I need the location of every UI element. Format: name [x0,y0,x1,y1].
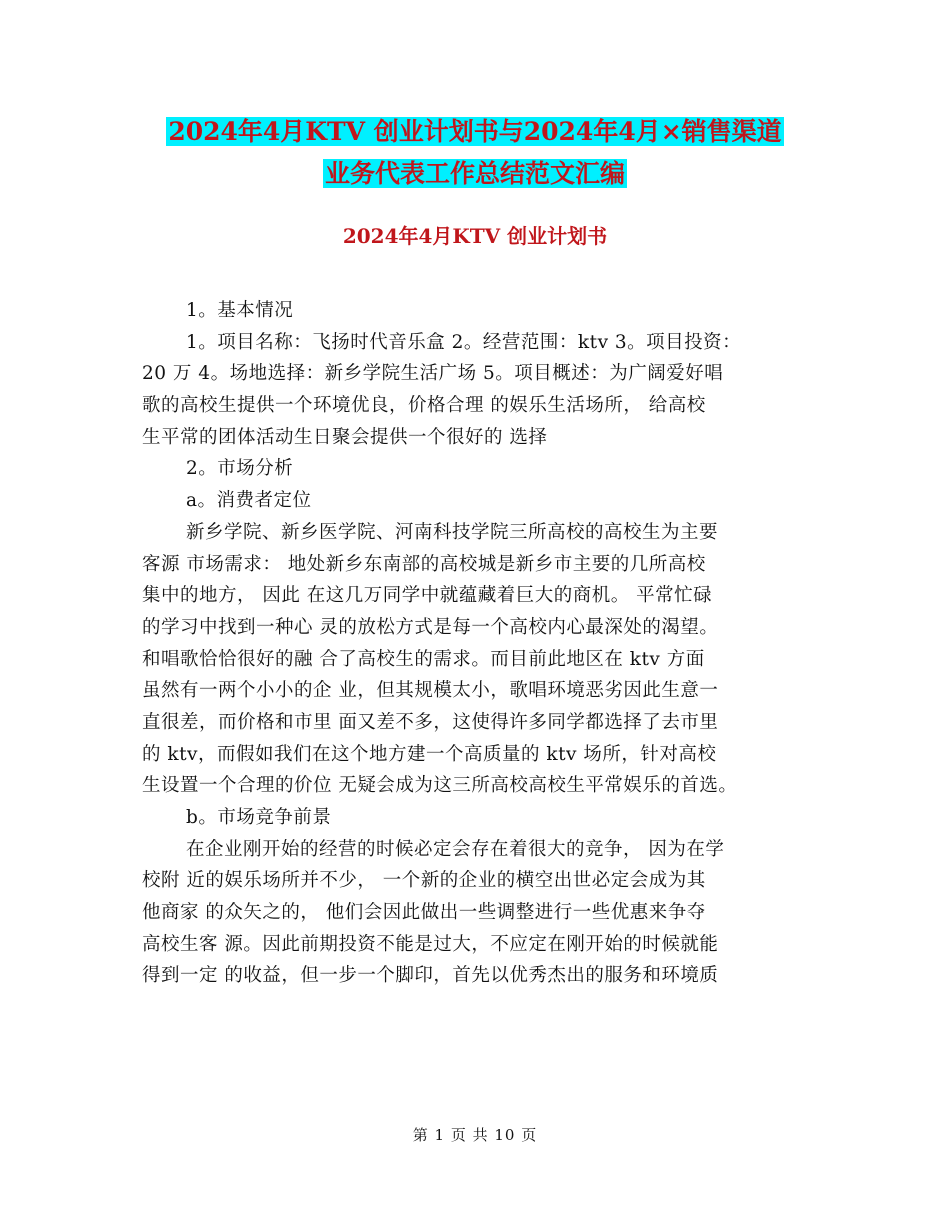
text-line: 2。市场分析 [186,458,294,480]
text-line: 虽然有一两个小小的企 业，但其规模太小，歌唱环境恶劣因此生意一 [142,680,719,702]
text-line: 在企业刚开始的经营的时候必定会存在着很大的竞争， 因为在学 [186,838,725,860]
text-line: 新乡学院、新乡医学院、河南科技学院三所高校的高校生为主要 [186,521,719,543]
text-line: 1。基本情况 [186,300,294,321]
text-line: 校附 近的娱乐场所并不少， 一个新的企业的横空出世必定会成为其 [142,870,706,892]
text-line: 高校生客 源。因此前期投资不能是过大，不应定在刚开始的时候就能 [142,933,719,955]
text-line: 得到一定 的收益，但一步一个脚印，首先以优秀杰出的服务和环境质 [142,965,719,987]
text-line: 的 ktv，而假如我们在这个地方建一个高质量的 ktv 场所，针对高校 [142,743,717,765]
main-title-line-1-text: 2024年4月KTV 创业计划书与2024年4月×销售渠道 [168,117,782,146]
text-line: 生设置一个合理的价位 无疑会成为这三所高校高校生平常娱乐的首选。 [142,775,738,797]
text-line: 歌的高校生提供一个环境优良，价格合理 的娱乐生活场所， 给高校 [142,395,706,417]
main-title-line-1 [0,111,950,153]
main-title-line-2-text: 业务代表工作总结范文汇编 [324,159,625,188]
body-text [142,295,822,992]
text-line: 他商家 的众矢之的， 他们会因此做出一些调整进行一些优惠来争夺 [142,902,706,924]
text-line: 客源 市场需求： 地处新乡东南部的高校城是新乡市主要的几所高校 [142,553,706,575]
text-line: a。消费者定位 [186,490,312,512]
text-line: 1。项目名称：飞扬时代音乐盒 2。经营范围：ktv 3。项目投资： [186,331,742,353]
text-line: 直很差，而价格和市里 面又差不多，这使得许多同学都选择了去市里 [142,711,719,733]
text-line: 集中的地方， 因此 在这几万同学中就蕴藏着巨大的商机。 平常忙碌 [142,585,713,607]
text-line: b。市场竞争前景 [186,807,332,828]
text-line: 20 万 4。场地选择：新乡学院生活广场 5。项目概述：为广阔爱好唱 [142,363,724,385]
text-line: 生平常的团体活动生日聚会提供一个很好的 选择 [142,426,548,448]
page-footer: 第 1 页 共 10 页 [412,1126,538,1144]
text-line: 和唱歌恰恰很好的融 合了高校生的需求。而目前此地区在 ktv 方面 [142,648,705,670]
section-title: 2024年4月KTV 创业计划书 [342,224,608,248]
main-title-line-2 [0,153,950,195]
text-line: 的学习中找到一种心 灵的放松方式是每一个高校内心最深处的渴望。 [142,616,719,638]
